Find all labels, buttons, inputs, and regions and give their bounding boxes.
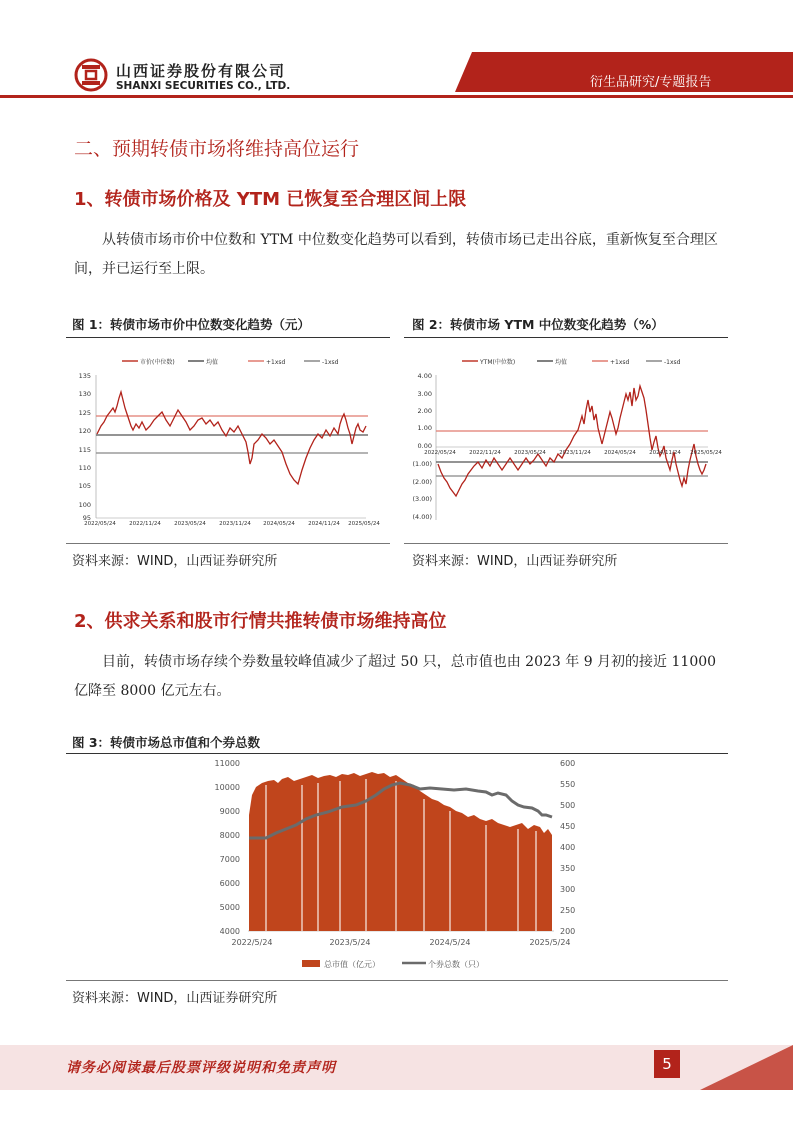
- y-left-tick: 4000: [219, 927, 240, 936]
- y-left-tick: 5000: [219, 903, 240, 912]
- y-tick: 0.00: [417, 442, 432, 450]
- paragraph-2: 目前，转债市场存续个券数量较峰值减少了超过 50 只，总市值也由 2023 年 9 月初的接近 11000 亿降至 8000 亿元左右。: [74, 654, 717, 699]
- figure-1-source: 资料来源：WIND，山西证券研究所: [72, 554, 278, 569]
- figure-2-chart: [404, 340, 728, 540]
- figure-2-title: 图 2：转债市场 YTM 中位数变化趋势（%）: [412, 317, 664, 332]
- y-tick: 95: [82, 514, 91, 522]
- figure-3-top-rule: [66, 753, 728, 754]
- legend-2-median: YTM(中位数): [480, 359, 516, 366]
- page-number: 5: [654, 1050, 680, 1078]
- report-tag: 衍生品研究/专题报告: [590, 75, 712, 90]
- legend-line-label: 个券总数（只）: [428, 960, 484, 969]
- figure-1-chart: [66, 340, 390, 540]
- y-right-tick: 200: [560, 927, 576, 936]
- y-left-tick: 9000: [219, 807, 240, 816]
- x-tick: 2024/5/24: [429, 938, 471, 947]
- legend-2-minus-sd: -1xsd: [664, 359, 681, 366]
- legend-1-minus-sd: -1xsd: [322, 359, 339, 366]
- y-tick: 125: [78, 409, 91, 417]
- legend-2-plus-sd: +1xsd: [610, 359, 630, 366]
- chart-2-y-axis: [412, 372, 432, 521]
- y-right-tick: 600: [560, 759, 576, 768]
- x-tick: 2024/05/24: [263, 521, 295, 527]
- chart-3-legend: [302, 959, 484, 969]
- x-tick: 2025/05/24: [348, 521, 380, 527]
- x-tick: 2024/11/24: [308, 521, 340, 527]
- x-tick: 2024/05/24: [604, 450, 636, 456]
- x-tick: 2022/05/24: [84, 521, 116, 527]
- x-tick: 2023/5/24: [329, 938, 371, 947]
- y-right-tick: 250: [560, 906, 576, 915]
- y-right-tick: 550: [560, 780, 576, 789]
- figure-3-bottom-rule: [66, 980, 728, 981]
- y-tick: 130: [78, 390, 91, 398]
- y-left-tick: 7000: [219, 855, 240, 864]
- x-tick: 2024/11/24: [649, 450, 681, 456]
- y-right-tick: 500: [560, 801, 576, 810]
- y-tick: 3.00: [417, 390, 432, 398]
- y-tick: 4.00: [417, 372, 432, 380]
- x-tick: 2023/11/24: [559, 450, 591, 456]
- legend-bar-swatch: [302, 960, 320, 967]
- x-tick: 2023/05/24: [514, 450, 546, 456]
- chart-1-y-axis: [79, 372, 91, 522]
- company-logo-icon: [74, 58, 108, 92]
- legend-1-plus-sd: +1xsd: [266, 359, 286, 366]
- chart-1-x-axis: [84, 521, 380, 527]
- figure-2-bottom-rule: [404, 543, 728, 544]
- y-left-tick: 6000: [219, 879, 240, 888]
- x-tick: 2023/11/24: [219, 521, 251, 527]
- chart-3-y-right-axis: [560, 759, 575, 936]
- y-tick: 115: [78, 446, 91, 454]
- y-right-tick: 400: [560, 843, 576, 852]
- subsection-title-1: 1、转债市场价格及 YTM 已恢复至合理区间上限: [74, 189, 467, 210]
- y-tick: 1.00: [417, 424, 432, 432]
- legend-bar-label: 总市值（亿元）: [324, 960, 380, 969]
- x-tick: 2022/11/24: [129, 521, 161, 527]
- y-tick: 100: [78, 501, 91, 509]
- legend-2-mean: 均值: [555, 359, 568, 366]
- chart-1-legend: [122, 358, 339, 366]
- y-tick: 120: [78, 427, 91, 435]
- x-tick: 2022/5/24: [231, 938, 273, 947]
- x-tick: 2025/5/24: [529, 938, 571, 947]
- x-tick: 2025/05/24: [690, 450, 722, 456]
- figure-3-chart: [66, 755, 728, 980]
- chart-3-y-left-axis: [215, 759, 240, 936]
- y-left-tick: 11000: [214, 759, 240, 768]
- x-tick: 2023/05/24: [174, 521, 206, 527]
- y-tick: 2.00: [417, 407, 432, 415]
- y-tick: (1.00): [412, 460, 432, 468]
- paragraph-1: 从转债市场市价中位数和 YTM 中位数变化趋势可以看到，转债市场已走出谷底，重新恢复至合理区间，并已运行至上限。: [74, 232, 718, 277]
- legend-1-median: 市价(中位数): [140, 359, 175, 366]
- figure-3-title: 图 3：转债市场总市值和个券总数: [72, 735, 261, 750]
- figure-2-top-rule: [404, 337, 728, 338]
- section-title: 二、预期转债市场将维持高位运行: [74, 138, 360, 160]
- median-price-series: [97, 392, 366, 484]
- y-tick: (3.00): [412, 495, 432, 503]
- figure-1-bottom-rule: [66, 543, 390, 544]
- y-tick: 135: [78, 372, 91, 380]
- y-right-tick: 450: [560, 822, 576, 831]
- footer-disclaimer: 请务必阅读最后股票评级说明和免责声明: [66, 1060, 336, 1076]
- x-tick: 2022/11/24: [469, 450, 501, 456]
- y-right-tick: 350: [560, 864, 576, 873]
- figure-1-title: 图 1：转债市场市价中位数变化趋势（元）: [72, 317, 311, 332]
- y-tick: (2.00): [412, 478, 432, 486]
- figure-1-top-rule: [66, 337, 390, 338]
- chart-3-x-axis: [231, 938, 570, 947]
- legend-1-mean: 均值: [206, 359, 219, 366]
- y-tick: (4.00): [412, 513, 432, 521]
- y-tick: 110: [78, 464, 91, 472]
- company-name-cn: 山西证券股份有限公司: [116, 62, 287, 80]
- footer-accent: [700, 1045, 793, 1090]
- figure-2-source: 资料来源：WIND，山西证券研究所: [412, 554, 618, 569]
- y-left-tick: 10000: [214, 783, 240, 792]
- median-ytm-series: [438, 386, 706, 496]
- y-right-tick: 300: [560, 885, 576, 894]
- y-tick: 105: [78, 482, 91, 490]
- subsection-title-2: 2、供求关系和股市行情共推转债市场维持高位: [74, 611, 447, 632]
- figure-3-source: 资料来源：WIND，山西证券研究所: [72, 991, 278, 1006]
- y-left-tick: 8000: [219, 831, 240, 840]
- x-tick: 2022/05/24: [424, 450, 456, 456]
- chart-2-x-axis: [424, 450, 722, 456]
- chart-2-legend: [462, 358, 681, 366]
- company-name-en: SHANXI SECURITIES CO., LTD.: [116, 80, 291, 92]
